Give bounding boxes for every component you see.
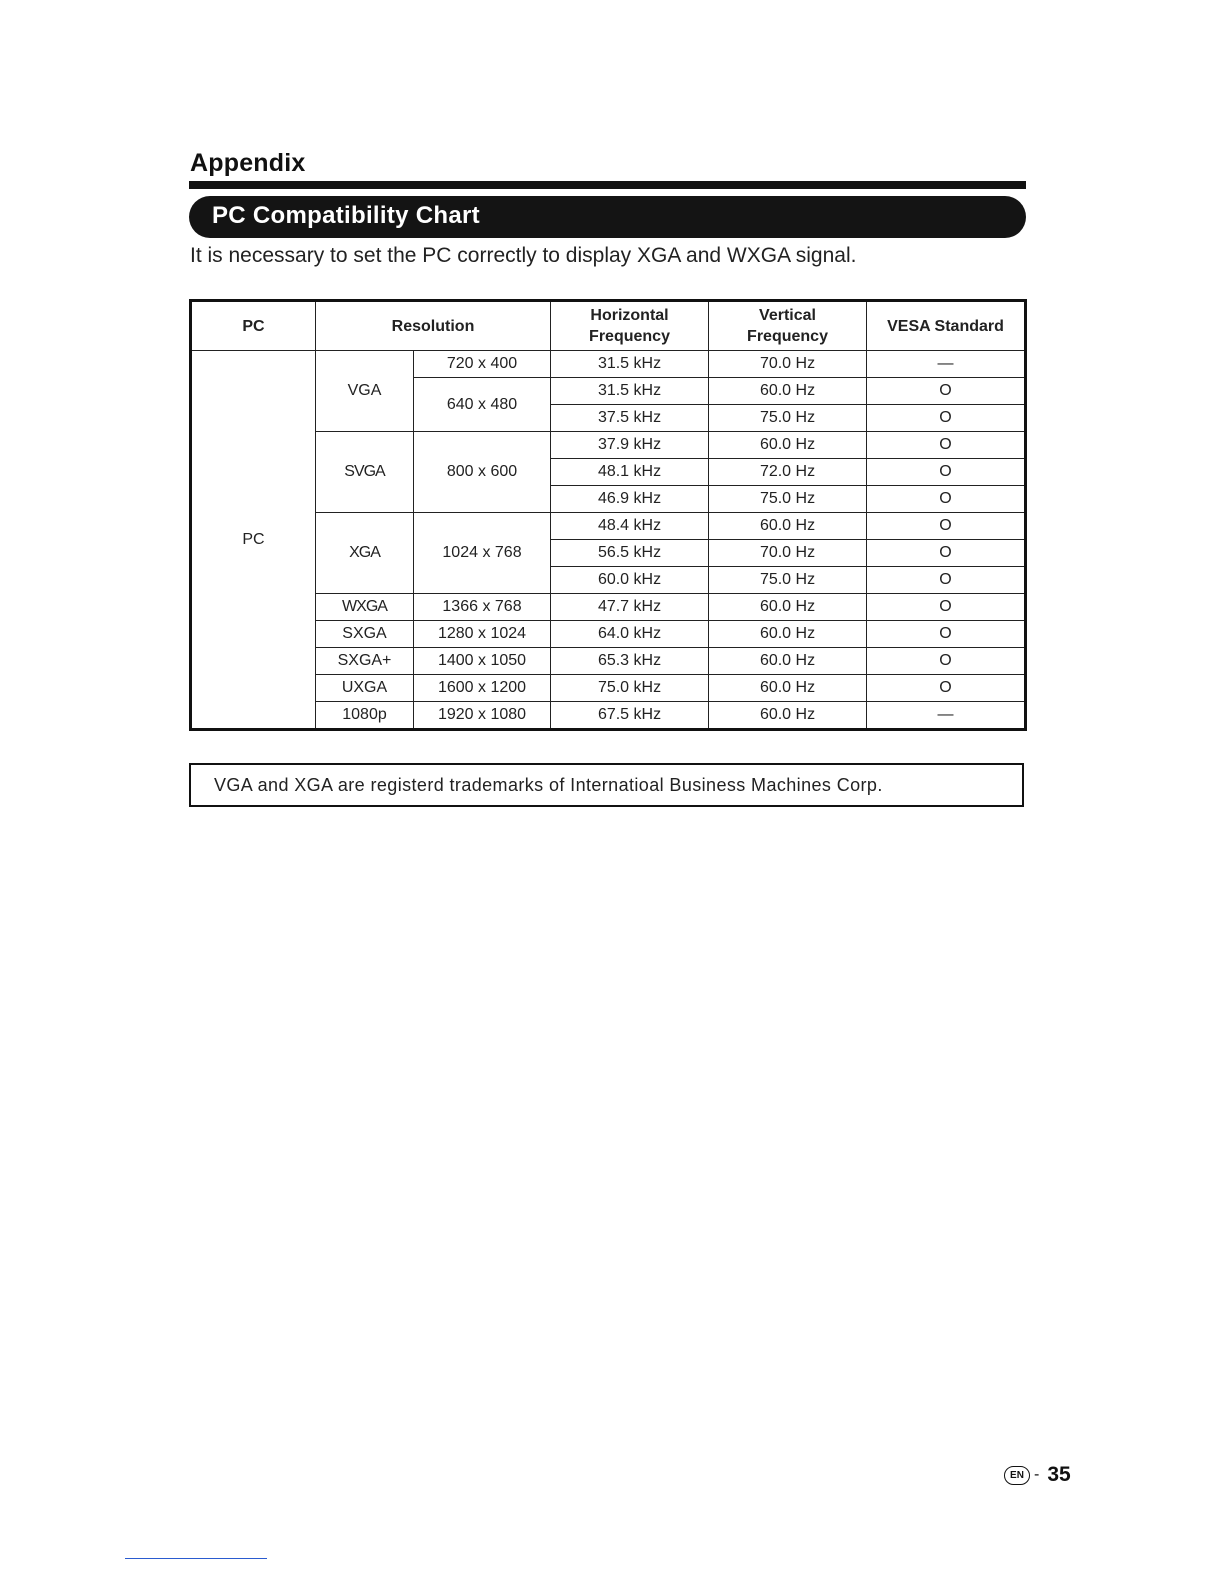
vertical-frequency: 60.0 Hz: [709, 648, 867, 675]
vertical-frequency: 60.0 Hz: [709, 378, 867, 405]
vertical-frequency: 75.0 Hz: [709, 567, 867, 594]
vesa-mark: O: [867, 594, 1026, 621]
intro-text: It is necessary to set the PC correctly to display XGA and WXGA signal.: [190, 244, 857, 267]
page-number: 35: [1047, 1463, 1071, 1486]
horizontal-frequency: 31.5 kHz: [551, 378, 709, 405]
bottom-link-line: [125, 1558, 267, 1559]
vertical-frequency: 60.0 Hz: [709, 675, 867, 702]
vesa-mark: O: [867, 432, 1026, 459]
mode-svga: SVGA: [316, 432, 414, 513]
pc-category-cell: PC: [191, 351, 316, 730]
vesa-mark: O: [867, 648, 1026, 675]
resolution-1400x1050: 1400 x 1050: [414, 648, 551, 675]
vertical-frequency: 70.0 Hz: [709, 540, 867, 567]
header-resolution: Resolution: [316, 301, 551, 351]
header-vfreq-line1: Vertical: [759, 307, 816, 324]
chart-banner: [189, 196, 1026, 238]
horizontal-frequency: 56.5 kHz: [551, 540, 709, 567]
horizontal-frequency: 37.5 kHz: [551, 405, 709, 432]
section-title: Appendix: [190, 149, 306, 177]
vesa-mark: O: [867, 540, 1026, 567]
table-row: [191, 594, 1026, 621]
trademark-note: [189, 763, 1024, 807]
header-vertical-frequency: [709, 301, 867, 351]
mode-sxga: SXGA: [316, 621, 414, 648]
vertical-frequency: 60.0 Hz: [709, 513, 867, 540]
header-vfreq-line2: Frequency: [747, 328, 828, 345]
horizontal-frequency: 37.9 kHz: [551, 432, 709, 459]
vesa-mark: —: [867, 351, 1026, 378]
mode-sxga-plus: SXGA+: [316, 648, 414, 675]
resolution-640x480: 640 x 480: [414, 378, 551, 432]
table-row: [191, 675, 1026, 702]
horizontal-frequency: 48.1 kHz: [551, 459, 709, 486]
mode-uxga: UXGA: [316, 675, 414, 702]
vesa-mark: O: [867, 486, 1026, 513]
vesa-mark: O: [867, 378, 1026, 405]
table-row: [191, 702, 1026, 730]
table-row: [191, 432, 1026, 459]
vesa-mark: O: [867, 675, 1026, 702]
vesa-mark: O: [867, 621, 1026, 648]
chart-title: PC Compatibility Chart: [212, 202, 480, 229]
language-badge-icon: EN: [1004, 1466, 1030, 1485]
vertical-frequency: 60.0 Hz: [709, 702, 867, 730]
mode-xga: XGA: [316, 513, 414, 594]
header-hfreq-line1: Horizontal: [590, 307, 669, 324]
resolution-720x400: 720 x 400: [414, 351, 551, 378]
horizontal-frequency: 67.5 kHz: [551, 702, 709, 730]
table-row: [191, 648, 1026, 675]
mode-wxga: WXGA: [316, 594, 414, 621]
page-footer: [1004, 1461, 1071, 1489]
vertical-frequency: 60.0 Hz: [709, 432, 867, 459]
vertical-frequency: 75.0 Hz: [709, 486, 867, 513]
header-horizontal-frequency: [551, 301, 709, 351]
title-rule: [189, 181, 1026, 189]
vesa-mark: O: [867, 567, 1026, 594]
horizontal-frequency: 64.0 kHz: [551, 621, 709, 648]
vesa-mark: —: [867, 702, 1026, 730]
resolution-1600x1200: 1600 x 1200: [414, 675, 551, 702]
mode-vga: VGA: [316, 351, 414, 432]
vertical-frequency: 72.0 Hz: [709, 459, 867, 486]
table-row: [191, 351, 1026, 378]
table-row: [191, 621, 1026, 648]
page-dash: -: [1034, 1466, 1040, 1483]
vesa-mark: O: [867, 513, 1026, 540]
compatibility-table: [189, 299, 1027, 731]
vesa-mark: O: [867, 405, 1026, 432]
horizontal-frequency: 31.5 kHz: [551, 351, 709, 378]
vertical-frequency: 60.0 Hz: [709, 594, 867, 621]
vertical-frequency: 75.0 Hz: [709, 405, 867, 432]
header-pc: PC: [191, 301, 316, 351]
resolution-1366x768: 1366 x 768: [414, 594, 551, 621]
horizontal-frequency: 47.7 kHz: [551, 594, 709, 621]
resolution-1024x768: 1024 x 768: [414, 513, 551, 594]
table-header-row: [191, 301, 1026, 351]
horizontal-frequency: 65.3 kHz: [551, 648, 709, 675]
mode-1080p: 1080p: [316, 702, 414, 730]
horizontal-frequency: 60.0 kHz: [551, 567, 709, 594]
horizontal-frequency: 48.4 kHz: [551, 513, 709, 540]
resolution-800x600: 800 x 600: [414, 432, 551, 513]
table-row: [191, 513, 1026, 540]
vertical-frequency: 60.0 Hz: [709, 621, 867, 648]
header-vesa-standard: VESA Standard: [867, 301, 1026, 351]
vesa-mark: O: [867, 459, 1026, 486]
trademark-note-text: VGA and XGA are registerd trademarks of Internatioal Business Machines Corp.: [214, 775, 883, 795]
resolution-1280x1024: 1280 x 1024: [414, 621, 551, 648]
header-hfreq-line2: Frequency: [589, 328, 670, 345]
horizontal-frequency: 46.9 kHz: [551, 486, 709, 513]
horizontal-frequency: 75.0 kHz: [551, 675, 709, 702]
resolution-1920x1080: 1920 x 1080: [414, 702, 551, 730]
vertical-frequency: 70.0 Hz: [709, 351, 867, 378]
